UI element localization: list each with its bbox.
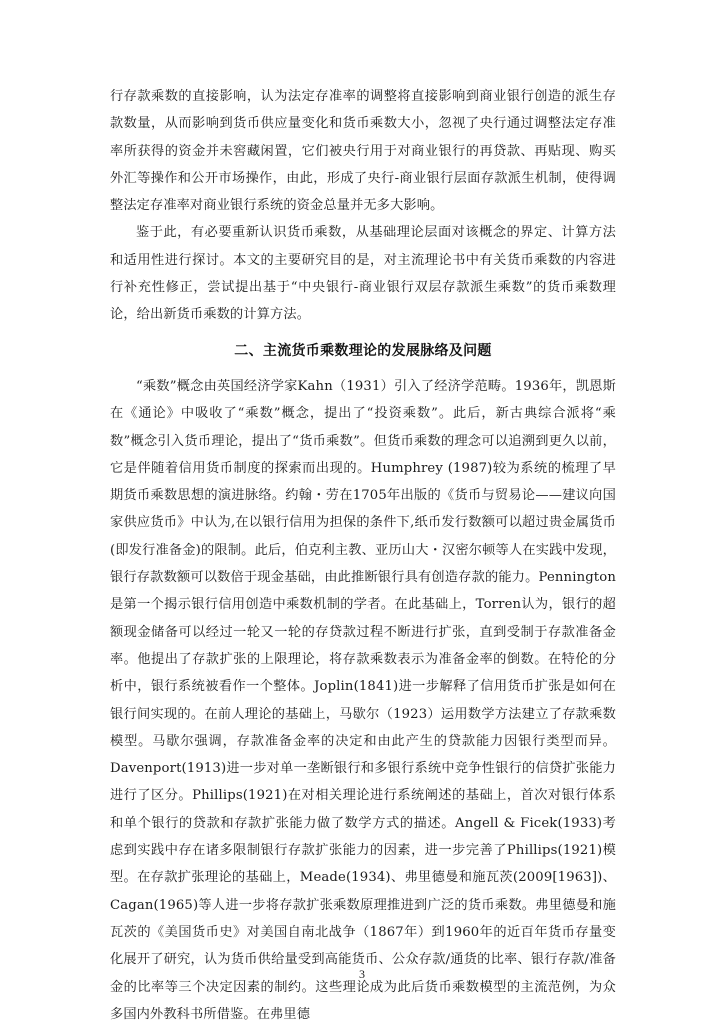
page-number: 3 [359,967,365,981]
intro-paragraph-purpose: 鉴于此，有必要重新认识货币乘数，从基础理论层面对该概念的界定、计算方法和适用性进行探讨。本文的主要研究目的是，对主流理论书中有关货币乘数的内容进行补充性修正，尝试提出基于“中央银行-商业银行双层存款派生乘数”的货币乘数理论，给出新货币乘数的计算方法。 [110,225,616,323]
section-paragraph-history: “乘数”概念由英国经济学家Kahn（1931）引入了经济学范畴。1936年，凯恩斯在《通论》中吸收了“乘数”概念，提出了“投资乘数”。此后，新古典综合派将“乘数”概念引入货币理论，提出了“货币乘数”。但货币乘数的理念可以追溯到更久以前，它是伴随着信用货币制度的探索而出现的。Humphrey (1987)较为系统的梳理了早期货币乘数思想的演进脉络。约翰・劳在1705年出版的《货币与贸易论——建议向国家供应货币》中认为,在以银行信用为担保的条件下,纸币发行数额可以超过贵金属货币(即发行准备金)的限制。此后，伯克利主教、亚历山大・汉密尔顿等人在实践中发现，银行存款数额可以数倍于现金基础，由此推断银行具有创造存款的能力。Pennington是第一个揭示银行信用创造中乘数机制的学者。在此基础上，Torren认为，银行的超额现金储备可以经过一轮又一轮的存贷款过程不断进行扩张，直到受制于存款准备金率。他提出了存款扩张的上限理论，将存款乘数表示为准备金率的倒数。在特伦的分析中，银行系统被看作一个整体。Joplin(1841)进一步解释了信用货币扩张是如何在银行间实现的。在前人理论的基础上，马歇尔（1923）运用数学方法建立了存款乘数模型。马歇尔强调，存款准备金率的决定和由此产生的贷款能力因银行类型而异。Davenport(1913)进一步对单一垄断银行和多银行系统中竞争性银行的信贷扩张能力进行了区分。Phillips(1921)在对相关理论进行系统阐述的基础上，首次对银行体系和单个银行的贷款和存款扩张能力做了数学方式的描述。Angell & Ficek(1933)考虑到实践中存在诸多限制银行存款扩张能力的因素，进一步完善了Phillips(1921)模型。在存款扩张理论的基础上，Meade(1934)、弗里德曼和施瓦茨(2009[1963])、Cagan(1965)等人进一步将存款扩张乘数原理推进到广泛的货币乘数。弗里德曼和施瓦茨的《美国货币史》对美国自南北战争（1867年）到1960年的近百年货币存量变化展开了研究，认为货币供给量受到高能货币、公众存款/通货的比率、银行存款/准备金的比率等三个决定因素的制约。这些理论成为此后货币乘数模型的主流范例，为众多国内外教科书所借鉴。在弗里德 [110,379,616,1022]
intro-paragraph-continued: 行存款乘数的直接影响，认为法定存准率的调整将直接影响到商业银行创造的派生存款数量，从而影响到货币供应量变化和货币乘数大小，忽视了央行通过调整法定存准率所获得的资金并未窖藏闲置，它们被央行用于对商业银行的再贷款、再贴现、购买外汇等操作和公开市场操作，由此，形成了央行-商业银行层面存款派生机制，使得调整法定存准率对商业银行系统的资金总量并无多大影响。 [110,89,616,214]
section-text-block [110,373,616,1028]
intro-text-block [110,83,616,329]
section-heading: 二、主流货币乘数理论的发展脉络及问题 [234,343,492,359]
